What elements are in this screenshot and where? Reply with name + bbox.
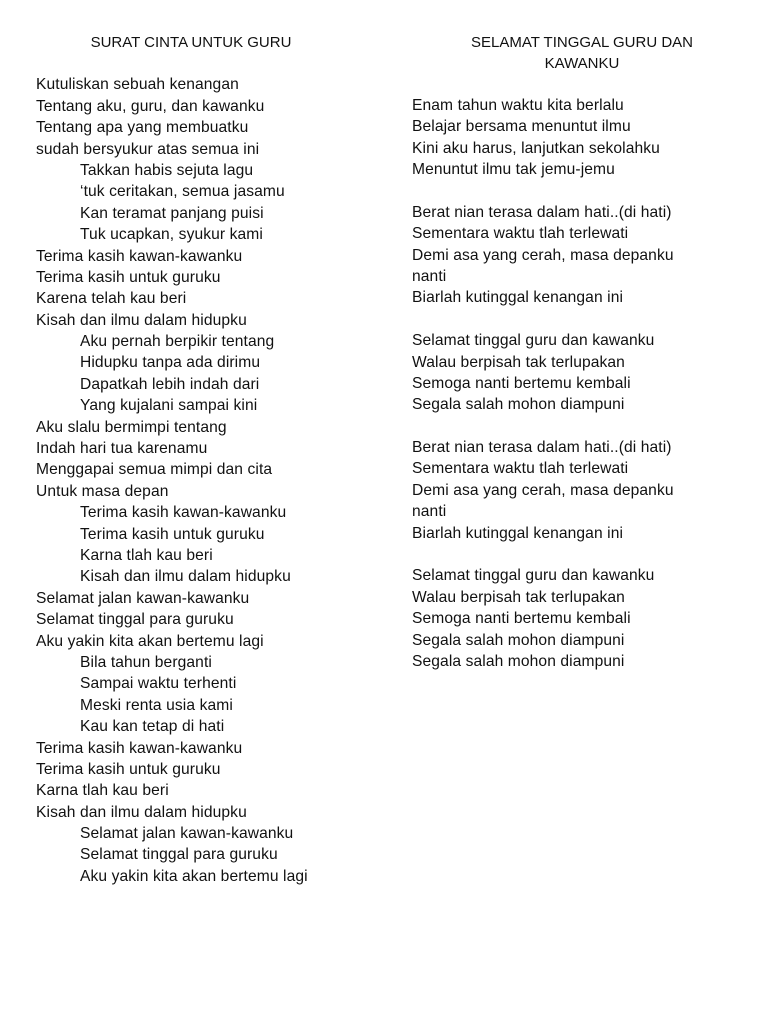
left-lyric-line: Menggapai semua mimpi dan cita [36,461,273,479]
left-lyric-line: Kisah dan ilmu dalam hidupku [80,568,291,586]
left-lyric-line: Kau kan tetap di hati [80,718,225,736]
left-lyric-line: Terima kasih untuk guruku [36,760,221,778]
right-lyric-line: Segala salah mohon diampuni [412,631,625,649]
right-lyric-line: Walau berpisah tak terlupakan [412,353,625,371]
left-lyric-line: Kisah dan ilmu dalam hidupku [36,311,247,329]
left-lyric-line: Tentang aku, guru, dan kawanku [36,97,265,115]
left-lyric-line: Aku yakin kita akan bertemu lagi [36,632,264,650]
left-lyric-line: Terima kasih untuk guruku [36,268,221,286]
right-lyric-line: Segala salah mohon diampuni [412,652,625,670]
right-lyric-line: Berat nian terasa dalam hati..(di hati) [412,203,672,221]
left-lyric-line: Terima kasih kawan-kawanku [80,504,287,522]
right-song-title [412,32,752,75]
left-lyrics [36,74,366,887]
left-lyric-line: Selamat tinggal para guruku [36,611,234,629]
left-lyric-line: Kan teramat panjang puisi [80,204,264,222]
left-lyric-line: Karna tlah kau beri [36,782,169,800]
left-lyric-line: Indah hari tua karenamu [36,440,208,458]
left-lyric-line: Aku slalu bermimpi tentang [36,418,227,436]
right-lyric-line: Semoga nanti bertemu kembali [412,610,631,628]
right-lyric-line: nanti [412,503,447,521]
left-lyric-line: Aku yakin kita akan bertemu lagi [80,867,308,885]
left-song-title: SURAT CINTA UNTUK GURU [90,34,292,51]
right-lyric-line: Sementara waktu tlah terlewati [412,460,629,478]
right-lyric-line: Selamat tinggal guru dan kawanku [412,567,655,585]
left-lyric-line: Meski renta usia kami [80,696,233,714]
left-lyric-line: Selamat jalan kawan-kawanku [80,825,294,843]
right-lyric-line: Semoga nanti bertemu kembali [412,374,631,392]
left-lyric-line: Tentang apa yang membuatku [36,119,249,137]
right-lyric-line: Demi asa yang cerah, masa depanku [412,481,674,499]
left-column [36,32,366,887]
right-lyric-line: Menuntut ilmu tak jemu-jemu [412,160,615,178]
left-lyric-line: Bila tahun berganti [80,653,212,671]
left-lyric-line: Hidupku tanpa ada dirimu [80,354,261,372]
right-lyric-line: Selamat tinggal guru dan kawanku [412,332,655,350]
right-lyric-line: Biarlah kutinggal kenangan ini [412,524,624,542]
left-lyric-line: Selamat jalan kawan-kawanku [36,589,250,607]
right-lyric-line: Demi asa yang cerah, masa depanku [412,246,674,264]
right-lyric-line: Walau berpisah tak terlupakan [412,588,625,606]
right-lyric-line [412,544,752,565]
left-lyric-line: Selamat tinggal para guruku [80,846,278,864]
right-lyric-line: Sementara waktu tlah terlewati [412,225,629,243]
left-lyric-line: Aku pernah berpikir tentang [80,333,275,351]
right-lyric-line: Biarlah kutinggal kenangan ini [412,289,624,307]
left-lyric-line: Kutuliskan sebuah kenangan [36,76,239,94]
left-lyric-line: Dapatkah lebih indah dari [80,375,260,393]
left-lyric-line: Yang kujalani sampai kini [80,397,258,415]
right-lyric-line [412,416,752,437]
right-title-line1: SELAMAT TINGGAL GURU DAN [471,34,693,51]
right-lyric-line: Kini aku harus, lanjutkan sekolahku [412,139,660,157]
left-lyric-line: sudah bersyukur atas semua ini [36,140,260,158]
left-lyric-line: Kisah dan ilmu dalam hidupku [36,803,247,821]
left-lyric-line: Karena telah kau beri [36,290,187,308]
right-lyric-line: nanti [412,267,447,285]
left-lyric-line: Sampai waktu terhenti [80,675,237,693]
left-lyric-line: ‘tuk ceritakan, semua jasamu [80,183,285,201]
right-lyric-line [412,180,752,201]
right-lyric-line [412,309,752,330]
right-lyric-line: Enam tahun waktu kita berlalu [412,96,624,114]
right-lyric-line: Segala salah mohon diampuni [412,396,625,414]
left-lyric-line: Tuk ucapkan, syukur kami [80,226,263,244]
left-lyric-line: Terima kasih kawan-kawanku [36,247,243,265]
left-lyric-line: Karna tlah kau beri [80,547,213,564]
left-lyric-line: Untuk masa depan [36,482,169,500]
right-lyric-line: Berat nian terasa dalam hati..(di hati) [412,439,672,457]
right-lyric-line: Belajar bersama menuntut ilmu [412,118,631,136]
right-lyrics [412,95,752,673]
right-title-line2: KAWANKU [544,55,620,73]
left-lyric-line: Takkan habis sejuta lagu [80,161,254,179]
right-column [412,32,752,672]
left-lyric-line: Terima kasih kawan-kawanku [36,739,243,757]
left-lyric-line: Terima kasih untuk guruku [80,525,265,543]
